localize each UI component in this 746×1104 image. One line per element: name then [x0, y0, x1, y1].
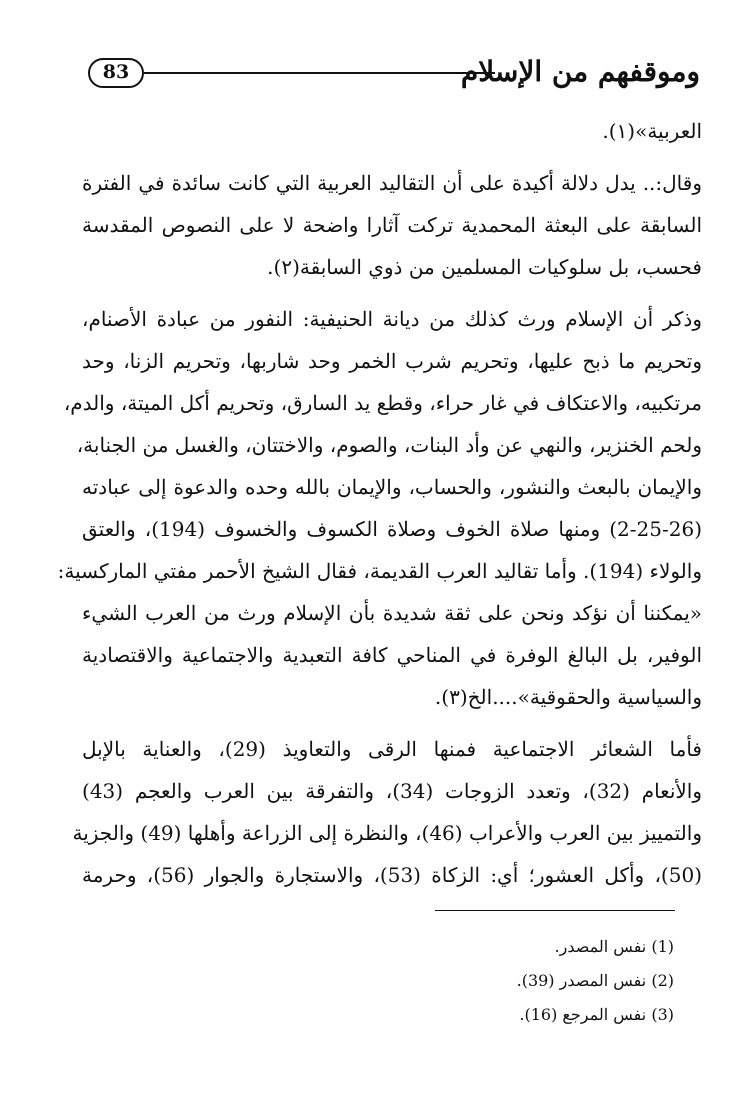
- text-line: السابقة على البعثة المحمدية تركت آثارا واضحة لا على النصوص المقدسة: [82, 213, 702, 237]
- footnote-item: (2) نفس المصدر (39).: [516, 971, 674, 990]
- paragraph-3: [57, 298, 702, 718]
- text-line: الوفير، بل البالغ الوفرة في المناحي كافة التعبدية والاجتماعية والاقتصادية: [82, 643, 702, 667]
- text-line: وذكر أن الإسلام ورث كذلك من ديانة الحنيفية: النفور من عبادة الأصنام،: [82, 307, 702, 331]
- page-number: 83: [88, 58, 144, 88]
- page-header: [80, 50, 700, 94]
- paragraph-1: [82, 110, 702, 152]
- text-line: مرتكبيه، والاعتكاف في غار حراء، وقطع يد السارق، وتحريم أكل الميتة، والدم،: [63, 391, 702, 415]
- text-line: والولاء (194). وأما تقاليد العرب القديمة، فقال الشيخ الأحمر مفتي الماركسية:: [57, 559, 702, 583]
- text-line: والسياسية والحقوقية»....الخ(٣).: [434, 685, 702, 709]
- text-line: (50)، وأكل العشور؛ أي: الزكاة (53)، والاستجارة والجوار (56)، وحرمة: [82, 863, 703, 887]
- footnote-item: (3) نفس المرجع (16).: [519, 1005, 674, 1024]
- footnote-item: (1) نفس المصدر.: [554, 937, 674, 956]
- paragraph-4: [72, 728, 703, 896]
- footnotes: [82, 930, 702, 1032]
- text-line: فأما الشعائر الاجتماعية فمنها الرقى والتعاويذ (29)، والعناية بالإبل: [82, 737, 702, 761]
- header-rule: [144, 72, 495, 74]
- text-line: ولحم الخنزير، والنهي عن وأد البنات، والصوم، والاختتان، والغسل من الجنابة،: [76, 433, 702, 457]
- paragraph-2: [82, 162, 702, 288]
- text-line: والأنعام (32)، وتعدد الزوجات (34)، والتفرقة بين العرب والعجم (43): [82, 779, 703, 803]
- text-line: والتمييز بين العرب والأعراب (46)، والنظرة إلى الزراعة وأهلها (49) والجزية: [72, 821, 702, 845]
- text-line: وقال:.. يدل دلالة أكيدة على أن التقاليد العربية التي كانت سائدة في الفترة: [82, 171, 702, 195]
- running-title: وموقفهم من الإسلام: [460, 55, 700, 88]
- text-line: وتحريم ما ذبح عليها، وتحريم شرب الخمر وحد شاربها، وتحريم الزنا، وحد: [82, 349, 702, 373]
- text-line: فحسب، بل سلوكيات المسلمين من ذوي السابقة(٢).: [267, 255, 702, 279]
- text-line: العربية»(١).: [602, 119, 702, 143]
- text-line: «يمكننا أن نؤكد ونحن على ثقة شديدة بأن الإسلام ورث من العرب الشيء: [82, 601, 702, 625]
- text-line: (2-25-26) ومنها صلاة الخوف وصلاة الكسوف والخسوف (194)، والعتق: [82, 517, 702, 541]
- footnote-separator: [435, 910, 675, 911]
- text-line: والإيمان بالبعث والنشور، والحساب، والإيمان بالله وحده والدعوة إلى عبادته: [82, 475, 702, 499]
